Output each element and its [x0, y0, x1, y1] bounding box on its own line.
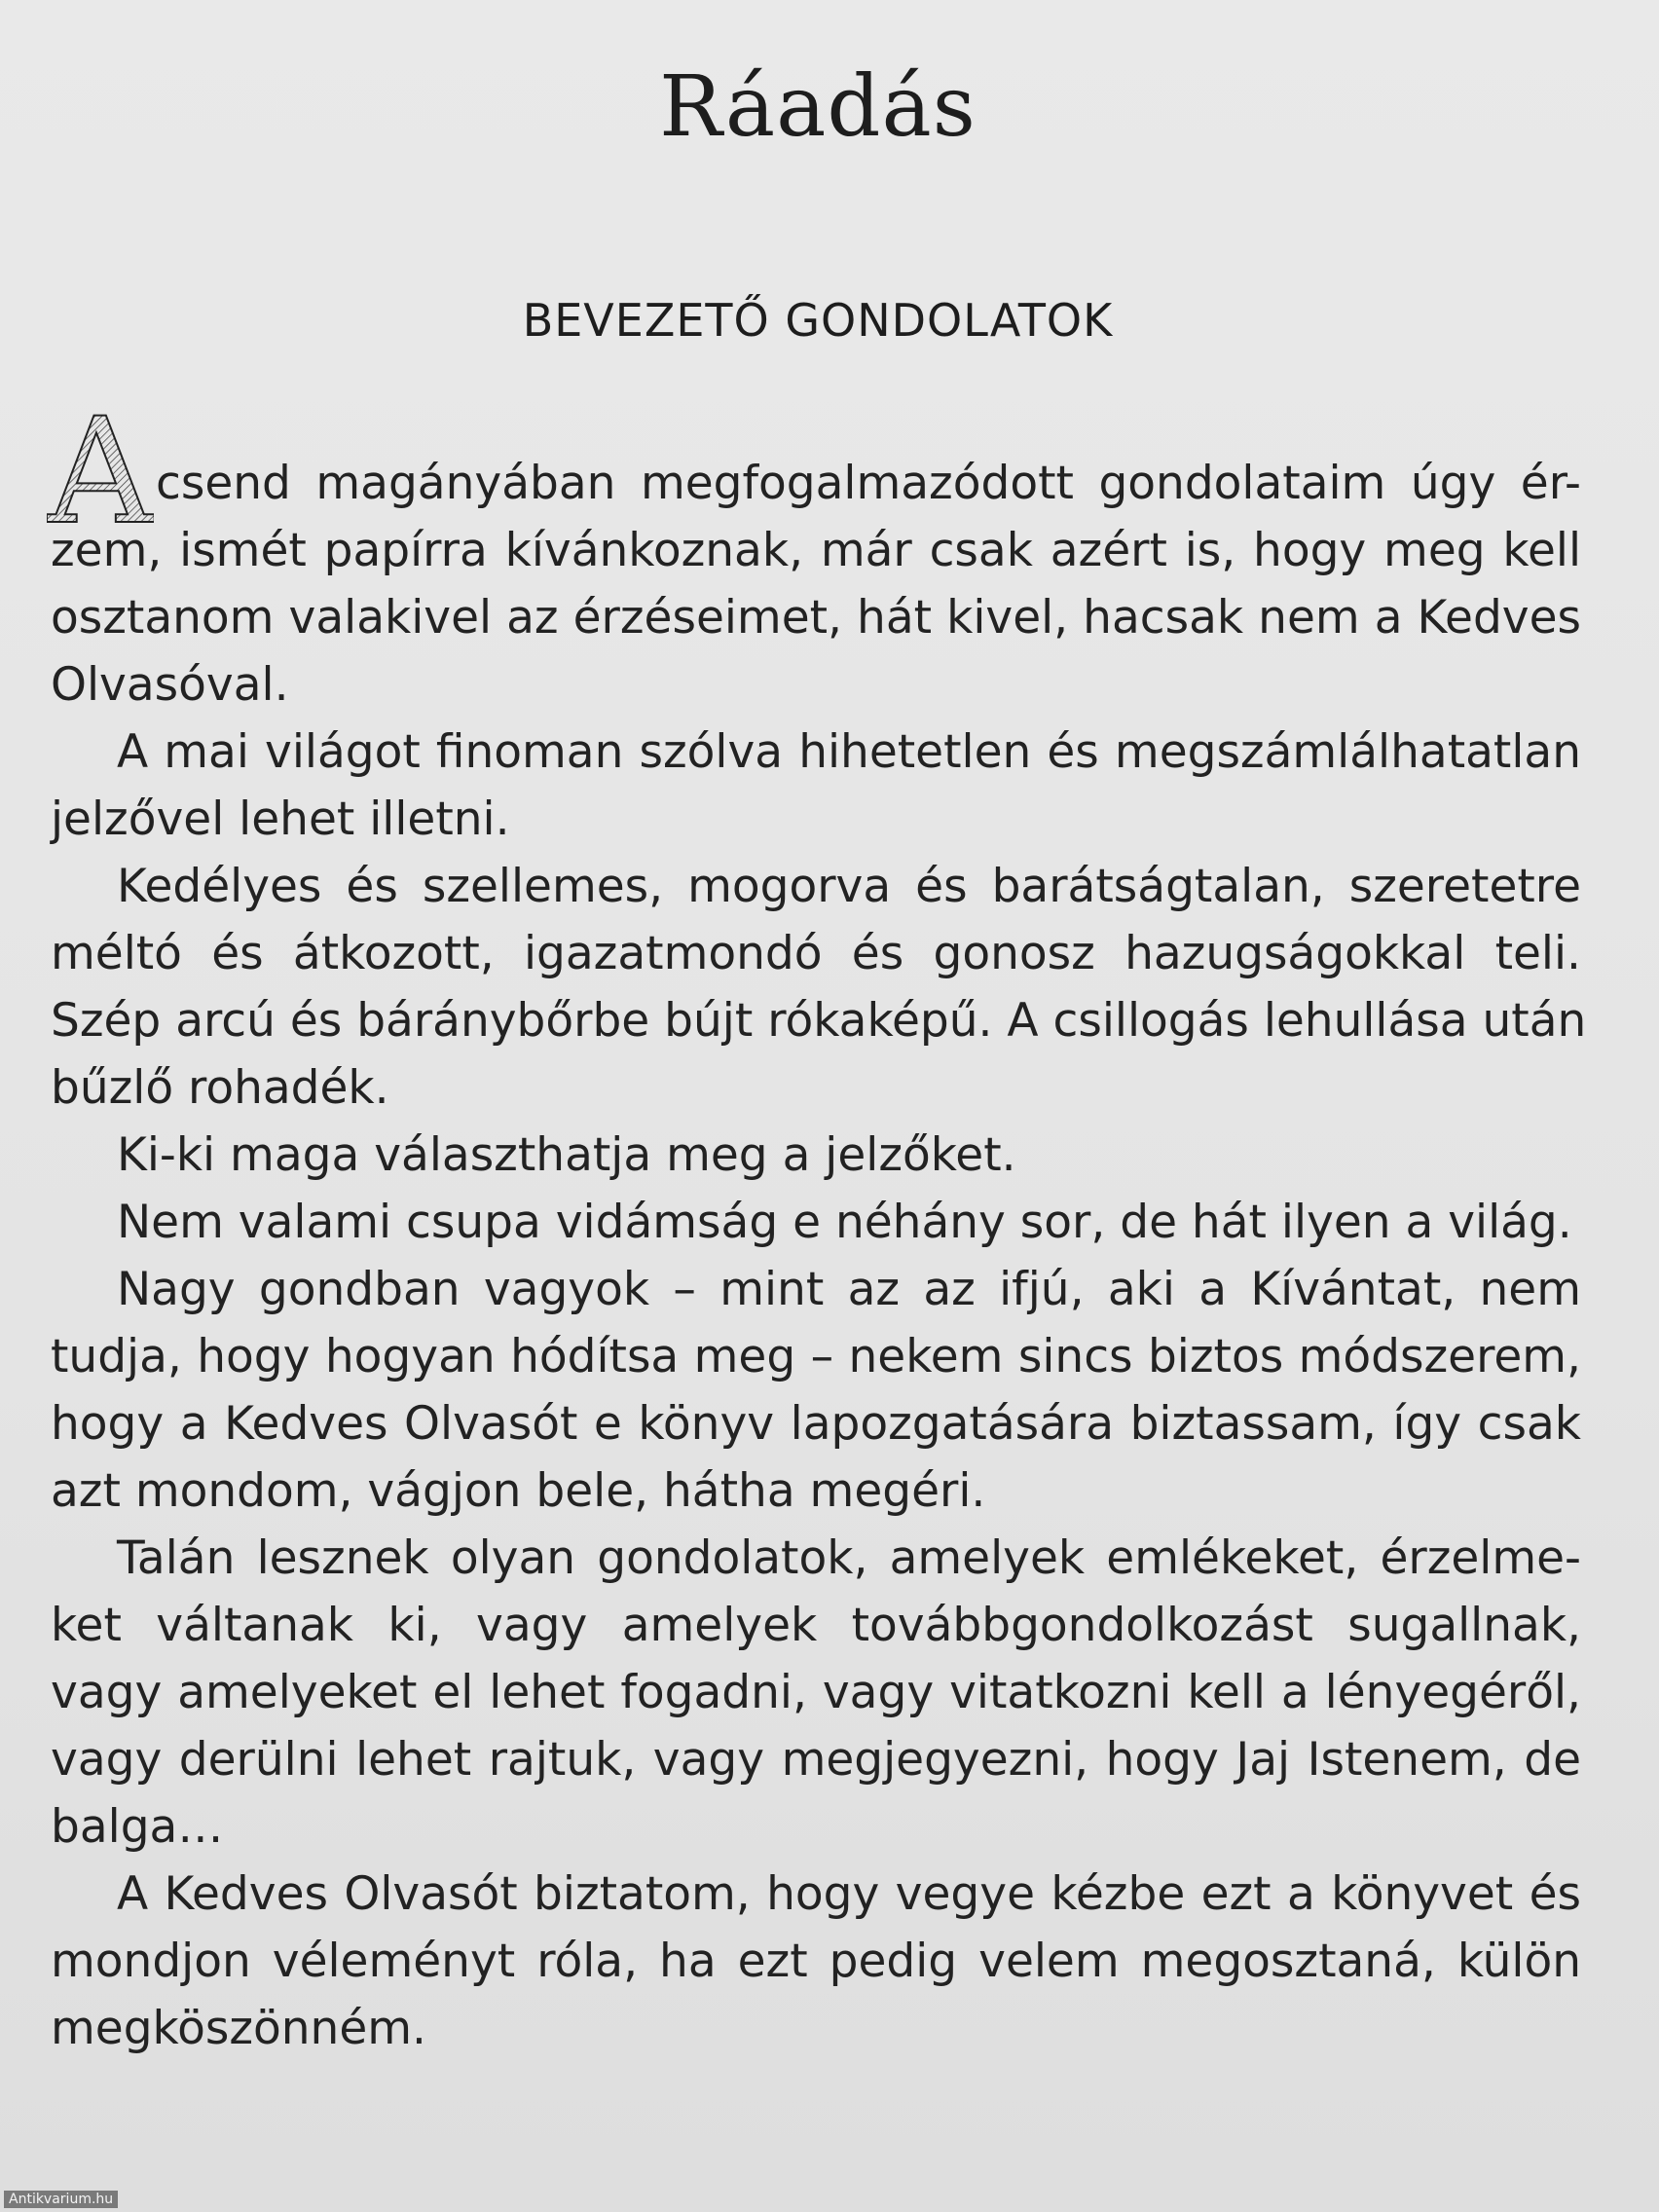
- body-text: [51, 450, 1587, 2062]
- text-line: Talán lesznek olyan gondolatok, amelyek emlékeket, érzelme-: [117, 1531, 1581, 1585]
- section-heading: BEVEZETŐ GONDOLATOK: [522, 294, 1114, 347]
- text-line: méltó és átkozott, igazatmondó és gonosz hazugságokkal teli.: [51, 927, 1581, 980]
- text-line: Kedélyes és szellemes, mogorva és barátságtalan, szeretetre: [117, 860, 1581, 913]
- text-line: balga…: [51, 1800, 224, 1854]
- text-line: jelzővel lehet illetni.: [51, 793, 510, 846]
- text-line: csend magányában megfogalmazódott gondolataim úgy ér-: [156, 457, 1581, 510]
- text-line: zem, ismét papírra kívánkoznak, már csak azért is, hogy meg kell: [51, 524, 1581, 577]
- text-line: ket váltanak ki, vagy amelyek továbbgondolkozást sugallnak,: [51, 1599, 1581, 1652]
- watermark-label: Antikvarium.hu: [4, 2191, 118, 2208]
- page-title: Ráadás: [659, 58, 977, 156]
- text-line: megköszönném.: [51, 2002, 426, 2055]
- text-line: mondjon véleményt róla, ha ezt pedig velem megosztaná, külön: [51, 1935, 1581, 1988]
- text-line: A Kedves Olvasót biztatom, hogy vegye kézbe ezt a könyvet és: [117, 1867, 1581, 1921]
- text-line: azt mondom, vágjon bele, hátha megéri.: [51, 1464, 986, 1518]
- text-line: vagy derülni lehet rajtuk, vagy megjegyezni, hogy Jaj Istenem, de: [51, 1733, 1581, 1787]
- text-line: tudja, hogy hogyan hódítsa meg – nekem sincs biztos módszerem,: [51, 1330, 1581, 1383]
- text-line: A mai világot finoman szólva hihetetlen és megszámlálhatatlan: [117, 725, 1581, 779]
- text-line: bűzlő rohadék.: [51, 1061, 389, 1115]
- text-line: hogy a Kedves Olvasót e könyv lapozgatására biztassam, így csak: [51, 1397, 1581, 1451]
- text-line: vagy amelyeket el lehet fogadni, vagy vitatkozni kell a lényegéről,: [51, 1666, 1581, 1719]
- text-line: osztanom valakivel az érzéseimet, hát kivel, hacsak nem a Kedves: [51, 591, 1581, 645]
- text-line: Szép arcú és báránybőrbe bújt rókaképű. A csillogás lehullása után: [51, 994, 1587, 1048]
- text-line: Nagy gondban vagyok – mint az az ifjú, aki a Kívántat, nem: [117, 1263, 1581, 1316]
- text-line: Nem valami csupa vidámság e néhány sor, de hát ilyen a világ.: [117, 1196, 1572, 1249]
- text-line: Ki-ki maga választhatja meg a jelzőket.: [117, 1128, 1016, 1182]
- text-line: Olvasóval.: [51, 658, 289, 712]
- svg-text:A: A: [47, 409, 154, 530]
